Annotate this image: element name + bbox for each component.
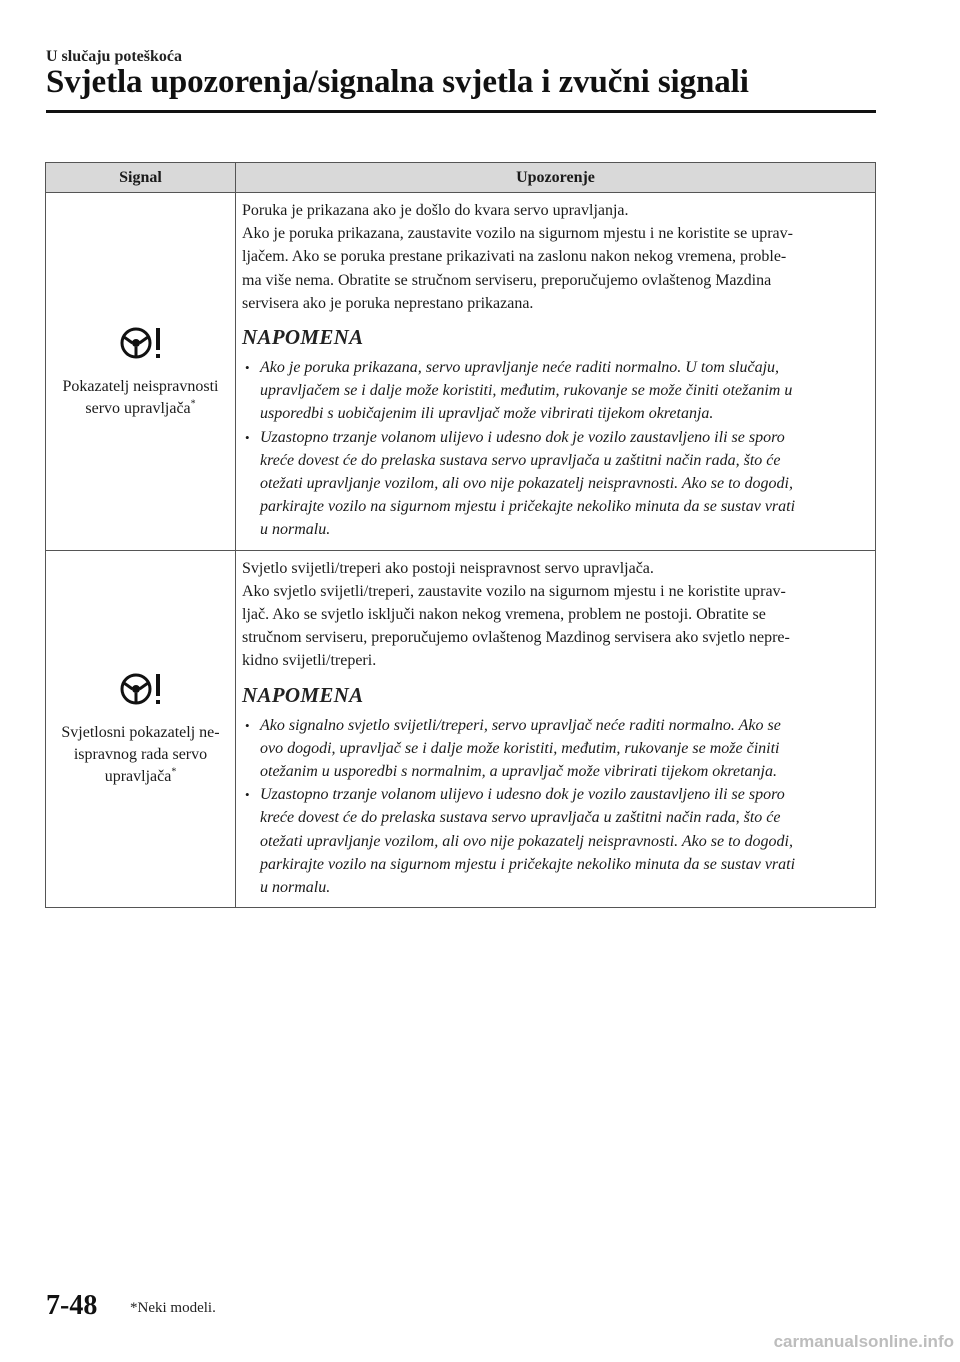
note-heading: NAPOMENA <box>242 325 364 350</box>
text-line: Uzastopno trzanje volanom ulijevo i udesno dok je vozilo zaustavljeno ili se sporo <box>260 786 785 804</box>
text-line: ovo dogodi, upravljač se i dalje može koristiti, međutim, rukovanje se može činiti <box>260 739 780 757</box>
text-line: usporedbi s uobičajenim ili upravljač može vibrirati tijekom okretanja. <box>260 405 714 423</box>
text-line: Ako svjetlo svijetli/treperi, zaustavite vozilo na sigurnom mjestu i ne koristite uprav- <box>242 582 786 600</box>
power-steering-warning-icon <box>52 323 229 368</box>
text-line: ljač. Ako se svjetlo isključi nakon nekog vremena, problem ne postoji. Obratite se <box>242 606 766 624</box>
text-line: otežati upravljanje vozilom, ali ovo nije pokazatelj neispravnosti. Ako se to dogodi, <box>260 475 793 493</box>
text-line: otežanim u usporedbi s normalnim, a upravljač može vibrirati tijekom okretanja. <box>260 763 777 781</box>
table-header-row <box>46 163 876 193</box>
text-line: upravljačem se i dalje može koristiti, međutim, rukovanje se može činiti otežanim u <box>260 382 793 400</box>
note-list <box>242 356 869 542</box>
list-item <box>242 426 869 542</box>
signal-label: Svjetlosni pokazatelj ne- ispravnog rada servo upravljača* <box>61 724 220 786</box>
warning-cell <box>236 550 876 908</box>
page-title: Svjetla upozorenja/signalna svjetla i zvučni signali <box>46 64 749 100</box>
power-steering-warning-icon <box>52 669 229 714</box>
title-divider <box>46 110 876 113</box>
table-row <box>46 550 876 908</box>
header-signal: Signal <box>46 163 236 193</box>
text-line: servisera ako je poruka neprestano prikazana. <box>242 294 534 312</box>
text-line: kreće dovest će do prelaska sustava servo upravljača u zaštitni način rada, što će <box>260 809 781 827</box>
note-heading: NAPOMENA <box>242 682 364 707</box>
section-label: U slučaju poteškoća <box>46 48 183 65</box>
warning-description <box>242 557 869 673</box>
warning-description <box>242 199 869 315</box>
watermark: carmanualsonline.info <box>773 1332 954 1351</box>
table-row <box>46 193 876 551</box>
list-item <box>242 714 869 784</box>
text-line: kreće dovest će do prelaska sustava servo upravljača u zaštitni način rada, što će <box>260 451 781 469</box>
text-line: Uzastopno trzanje volanom ulijevo i udesno dok je vozilo zaustavljeno ili se sporo <box>260 428 785 446</box>
signal-cell <box>46 550 236 908</box>
note-list <box>242 714 869 900</box>
text-line: kidno svijetli/treperi. <box>242 652 377 670</box>
text-line: ma više nema. Obratite se stručnom serviseru, preporučujemo ovlaštenog Mazdina <box>242 271 772 289</box>
text-line: Ako je poruka prikazana, servo upravljanje neće raditi normalno. U tom slučaju, <box>260 359 780 377</box>
text-line: u normalu. <box>260 521 331 539</box>
signal-cell <box>46 193 236 551</box>
list-item <box>242 356 869 426</box>
warning-table <box>45 162 876 908</box>
header-warning: Upozorenje <box>236 163 876 193</box>
text-line: u normalu. <box>260 879 331 897</box>
text-line: stručnom serviseru, preporučujemo ovlaštenog Mazdinog servisera ako svjetlo nepre- <box>242 629 790 647</box>
page-number: 7-48 <box>46 1290 98 1321</box>
text-line: parkirajte vozilo na sigurnom mjestu i pričekajte nekoliko minuta da se sustav vrati <box>260 855 796 873</box>
text-line: ljačem. Ako se poruka prestane prikazivati na zaslonu nakon nekog vremena, proble- <box>242 248 787 266</box>
signal-label: Pokazatelj neispravnosti servo upravljača* <box>62 377 219 417</box>
text-line: parkirajte vozilo na sigurnom mjestu i pričekajte nekoliko minuta da se sustav vrati <box>260 498 796 516</box>
footnote: *Neki modeli. <box>130 1300 216 1316</box>
list-item <box>242 783 869 899</box>
text-line: Poruka je prikazana ako je došlo do kvara servo upravljanja. <box>242 202 629 219</box>
text-line: Ako je poruka prikazana, zaustavite vozilo na sigurnom mjestu i ne koristite se uprav- <box>242 225 793 243</box>
footnote-mark: * <box>190 398 196 410</box>
text-line: Ako signalno svjetlo svijetli/treperi, servo upravljač neće raditi normalno. Ako se <box>260 716 781 734</box>
warning-cell <box>236 193 876 551</box>
footnote-mark: * <box>171 767 177 779</box>
text-line: Svjetlo svijetli/treperi ako postoji neispravnost servo upravljača. <box>242 559 654 577</box>
text-line: otežati upravljanje vozilom, ali ovo nije pokazatelj neispravnosti. Ako se to dogodi, <box>260 832 793 850</box>
